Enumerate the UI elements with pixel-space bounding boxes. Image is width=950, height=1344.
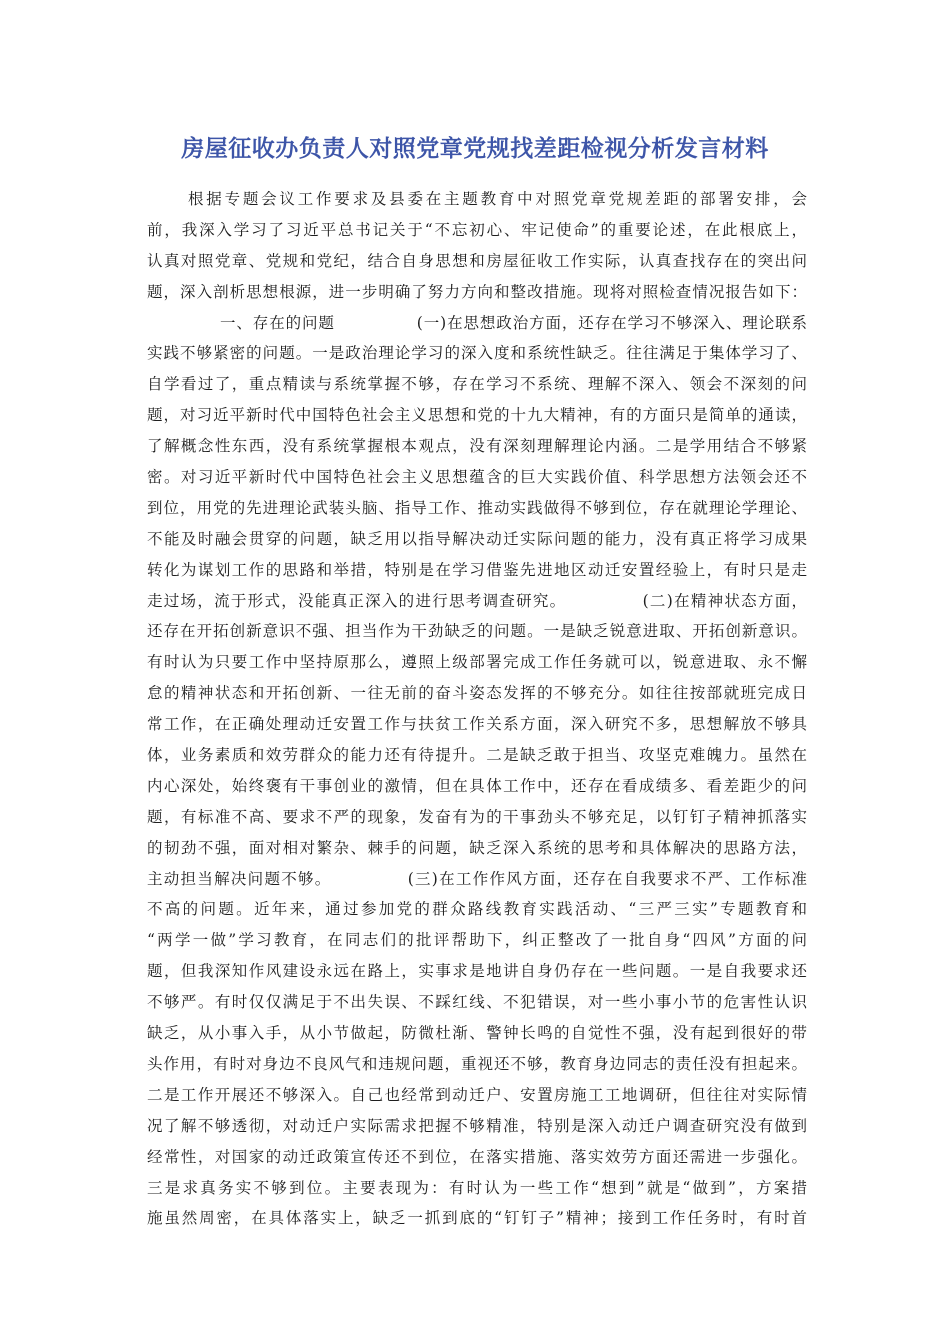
text-line: 前，我深入学习了习近平总书记关于“不忘初心、牢记使命”的重要论述，在此根底上， <box>147 220 807 239</box>
text-line: 题，有标准不高、要求不严的现象，发奋有为的干事劲头不够充足，以钉钉子精神抓落实 <box>147 807 807 826</box>
document-title: 房屋征收办负责人对照党章党规找差距检视分析发言材料 <box>181 136 769 162</box>
text-line: 常工作，在正确处理动迁安置工作与扶贫工作关系方面，深入研究不多，思想解放不够具 <box>147 715 807 734</box>
text-line: 经常性，对国家的动迁政策宣传还不到位，在落实措施、落实效劳方面还需进一步强化。 <box>147 1147 807 1166</box>
text-line: 三是求真务实不够到位。主要表现为：有时认为一些工作“想到”就是“做到”，方案措 <box>147 1178 807 1197</box>
text-line: 不够严。有时仅仅满足于不出失误、不踩红线、不犯错误，对一些小事小节的危害性认识 <box>147 993 807 1012</box>
text-line: 密。对习近平新时代中国特色社会主义思想蕴含的巨大实践价值、科学思想方法领会还不 <box>147 468 807 487</box>
text-line: 自学看过了，重点精读与系统掌握不够，存在学习不系统、理解不深入、领会不深刻的问 <box>147 375 807 394</box>
text-line: 怠的精神状态和开拓创新、一往无前的奋斗姿态发挥的不够充分。如往往按部就班完成日 <box>147 684 807 703</box>
text-line: 题，对习近平新时代中国特色社会主义思想和党的十九大精神，有的方面只是简单的通读， <box>147 406 807 425</box>
text-line: 内心深处，始终褒有干事创业的激情，但在具体工作中，还存在看成绩多、看差距少的问 <box>147 776 807 795</box>
text-line: 走过场，流于形式，没能真正深入的进行思考调查研究。 (二)在精神状态方面， <box>147 591 807 610</box>
text-line: 题，但我深知作风建设永远在路上，实事求是地讲自身仍存在一些问题。一是自我要求还 <box>147 962 807 981</box>
text-line: 不能及时融会贯穿的问题，缺乏用以指导解决动迁实际问题的能力，没有真正将学习成果 <box>147 529 807 548</box>
text-line: 到位，用党的先进理论武装头脑、指导工作、推动实践做得不够到位，存在就理论学理论、 <box>147 498 807 517</box>
text-line: 转化为谋划工作的思路和举措，特别是在学习借鉴先进地区动迁安置经验上，有时只是走 <box>147 560 807 579</box>
text-line: 施虽然周密，在具体落实上，缺乏一抓到底的“钉钉子”精神；接到工作任务时，有时首 <box>147 1209 807 1228</box>
text-line: 根据专题会议工作要求及县委在主题教育中对照党章党规差距的部署安排，会 <box>188 190 807 208</box>
text-line: 二是工作开展还不够深入。自己也经常到动迁户、安置房施工工地调研，但往往对实际情 <box>147 1085 807 1104</box>
document-body <box>147 184 807 1234</box>
text-line: “两学一做”学习教育，在同志们的批评帮助下，纠正整改了一批自身“四风”方面的问 <box>147 931 807 950</box>
text-line: 主动担当解决问题不够。 (三)在工作作风方面，还存在自我要求不严、工作标准 <box>147 869 807 888</box>
text-line: 况了解不够透彻，对动迁户实际需求把握不够精准，特别是深入动迁户调查研究没有做到 <box>147 1116 807 1135</box>
text-line: 了解概念性东西，没有系统掌握根本观点，没有深刻理解理论内涵。二是学用结合不够紧 <box>147 437 807 456</box>
text-line: 实践不够紧密的问题。一是政治理论学习的深入度和系统性缺乏。往往满足于集体学习了、 <box>147 344 807 363</box>
text-line: 题，深入剖析思想根源，进一步明确了努力方向和整改措施。现将对照检查情况报告如下： <box>147 282 807 301</box>
text-line: 的韧劲不强，面对相对繁杂、棘手的问题，缺乏深入系统的思考和具体解决的思路方法， <box>147 838 807 857</box>
text-line: 认真对照党章、党规和党纪，结合自身思想和房屋征收工作实际，认真查找存在的突出问 <box>147 251 807 270</box>
section-heading-line: 一、存在的问题 (一)在思想政治方面，还存在学习不够深入、理论联系 <box>220 313 807 332</box>
text-line: 体，业务素质和效劳群众的能力还有待提升。二是缺乏敢于担当、攻坚克难魄力。虽然在 <box>147 746 807 765</box>
text-line: 不高的问题。近年来，通过参加党的群众路线教育实践活动、“三严三实”专题教育和 <box>147 900 807 919</box>
text-line: 还存在开拓创新意识不强、担当作为干劲缺乏的问题。一是缺乏锐意进取、开拓创新意识。 <box>147 622 807 641</box>
text-line: 头作用，有时对身边不良风气和违规问题，重视还不够，教育身边同志的责任没有担起来。 <box>147 1054 807 1073</box>
text-line: 缺乏，从小事入手，从小节做起，防微杜渐、警钟长鸣的自觉性不强，没有起到很好的带 <box>147 1024 807 1043</box>
text-line: 有时认为只要工作中坚持原那么，遵照上级部署完成工作任务就可以，锐意进取、永不懈 <box>147 653 807 672</box>
